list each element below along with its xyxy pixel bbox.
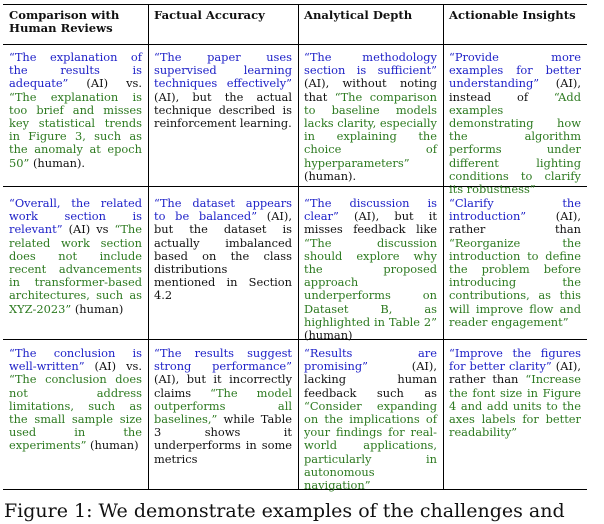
cell-row3-analytical-depth [298, 346, 443, 493]
ai-review-quote: “Results are promising” [304, 346, 437, 374]
ai-review-quote: “The conclusion is well-written” [9, 346, 142, 374]
row-rule-2 [3, 339, 587, 340]
cell-text: (AI), but it incorrectly claims [154, 372, 292, 400]
ai-review-quote: “Improve the figures for better clarity” [449, 346, 581, 374]
cell-row2-factual-accuracy [148, 197, 298, 337]
cell-text: (human) [86, 438, 139, 453]
human-review-quote: “The explanation is too brief and misses key statistical trends in Figure 3, such as the anomaly at epoch 50” [9, 89, 142, 170]
ai-review-quote: “The discussion is clear” [304, 196, 437, 224]
human-review-quote: “The conclusion does not address limitations, such as the small sample size used in the experiments” [9, 372, 142, 453]
human-review-quote: “The related work section does not include recent advancements in transformer-based architectures, such as XYZ-2023” [9, 222, 142, 316]
ai-review-quote: “The explanation of the results is adequate” [9, 50, 142, 91]
comparison-table [3, 4, 587, 493]
human-review-quote: “Consider expanding on the implications of your findings for real-world applications, particularly in autonomous navigation” [304, 398, 437, 493]
human-review-quote: “Reorganize the introduction to define the problem before introducing the contributions, as this will improve flow and reader engagement” [449, 235, 581, 329]
cell-text: (AI), rather than [449, 209, 581, 237]
cell-row1-factual-accuracy [148, 51, 298, 184]
ai-review-quote: “The results suggest strong performance” [154, 346, 292, 374]
human-review-quote: “Add examples demonstrating how the algorithm performs under different lighting conditions to clarify its robustness” [449, 89, 581, 197]
cell-text: (AI), but it misses feedback like [304, 209, 437, 237]
cell-text: (human) [71, 301, 124, 316]
figure-caption: Figure 1: We demonstrate examples of the challenges and [4, 500, 565, 522]
table-bottom-rule [3, 489, 587, 490]
cell-text: (AI) vs. [84, 359, 142, 374]
human-review-quote: “The discussion should explore why the proposed approach underperforms on Dataset B, as highlighted in Table 2” [304, 235, 437, 329]
cell-text: (AI), rather than [449, 359, 581, 387]
cell-row3-comparison [3, 347, 148, 487]
cell-text: (AI), lacking human feedback such as [304, 359, 437, 400]
header-factual-accuracy: Factual Accuracy [154, 8, 265, 22]
header-rule [3, 44, 587, 45]
cell-text: (AI), but the actual technique described is reinforcement learning. [154, 89, 292, 131]
header-comparison-with-human-reviews: Comparison with Human Reviews [9, 8, 120, 35]
ai-review-quote: “Provide more examples for better understanding” [449, 50, 581, 91]
cell-row2-comparison [3, 197, 148, 337]
cell-text: (AI), but the dataset is actually imbalanced based on the class distributions mentioned in Section 4.2 [154, 209, 292, 303]
cell-text: (human). [304, 168, 357, 183]
cell-text: (human). [29, 155, 86, 170]
cell-row2-analytical-depth [298, 196, 443, 343]
table-top-rule [3, 4, 587, 5]
cell-text: (AI), without noting that [304, 76, 437, 104]
cell-text: (human) [304, 328, 353, 343]
cell-row2-actionable-insights [443, 197, 587, 337]
ai-review-quote: “Clarify the introduction” [449, 196, 581, 224]
ai-review-quote: “The dataset appears to be balanced” [154, 196, 292, 224]
human-review-quote: “Increase the font size in Figure 4 and add units to the axes labels for better readability” [449, 372, 581, 440]
cell-text: (AI) vs [62, 222, 115, 237]
cell-text: while Table 3 shows it underperforms in some metrics [154, 412, 292, 466]
cell-row3-actionable-insights [443, 347, 587, 487]
ai-review-quote: “The methodology section is sufficient” [304, 50, 437, 78]
cell-text: (AI), instead of [449, 76, 581, 104]
cell-row3-factual-accuracy [148, 347, 298, 487]
human-review-quote: “The model outperforms all baselines,” [154, 385, 292, 427]
cell-text: (AI) vs. [68, 76, 142, 91]
ai-review-quote: “Overall, the related work section is relevant” [9, 196, 142, 237]
header-actionable-insights: Actionable Insights [449, 8, 576, 22]
cell-row1-analytical-depth [298, 51, 443, 184]
header-analytical-depth: Analytical Depth [304, 8, 413, 22]
cell-row1-comparison [3, 51, 148, 184]
cell-row1-actionable-insights [443, 50, 587, 197]
human-review-quote: “The comparison to baseline models lacks clarity, especially in explaining the choice of hyperparameters” [304, 89, 437, 170]
ai-review-quote: “The paper uses supervised learning techniques effectively” [154, 50, 292, 91]
